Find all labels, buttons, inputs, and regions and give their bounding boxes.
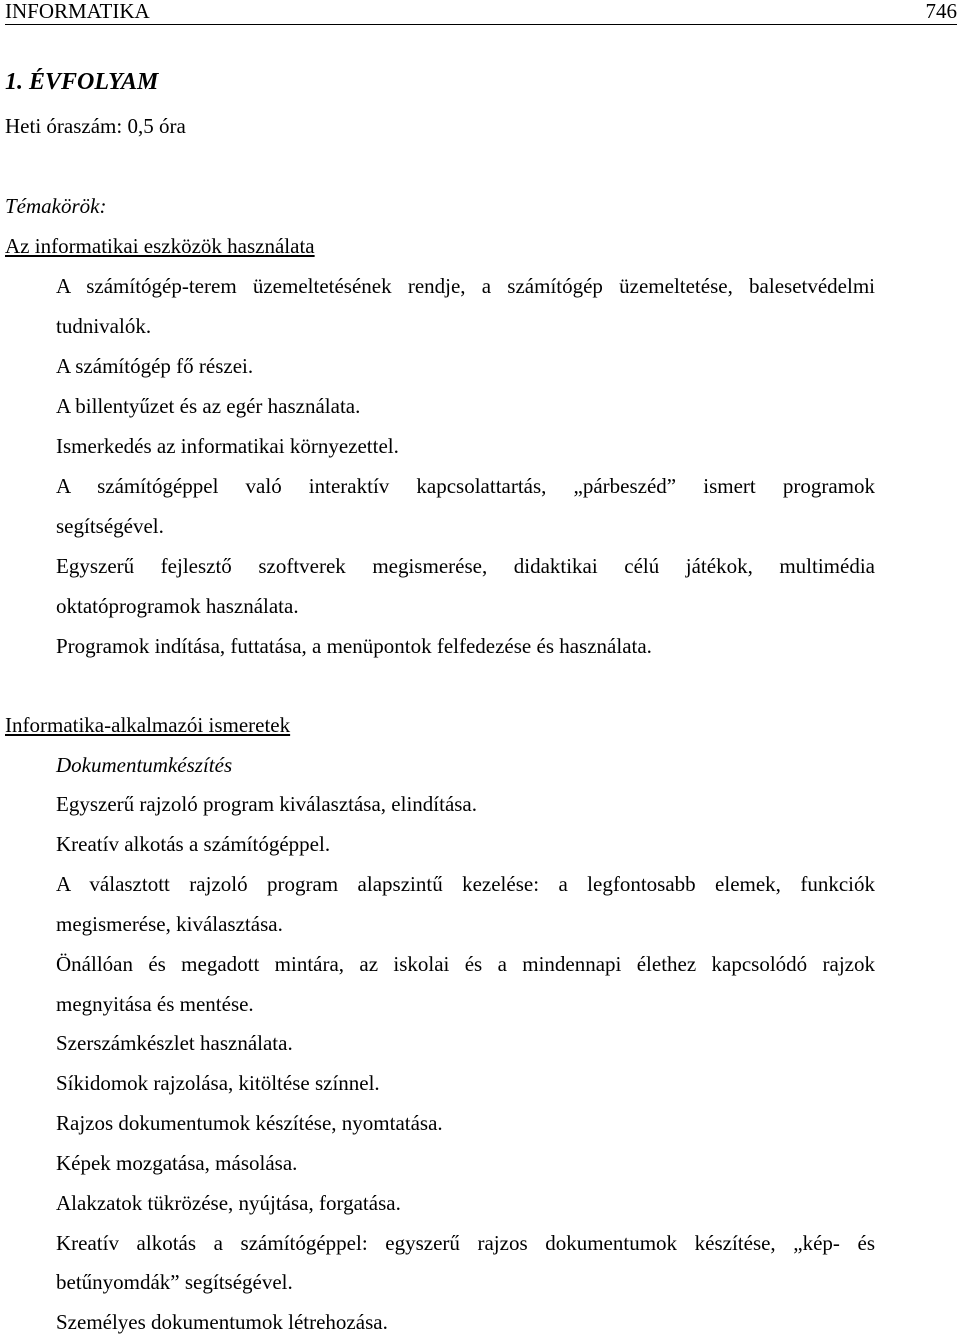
list-item: Programok indítása, futtatása, a menüpontok felfedezése és használata.	[56, 634, 652, 658]
list-item: A számítógéppel való interaktív kapcsolattartás, „párbeszéd” ismert programok	[56, 474, 875, 498]
subsection-title: Dokumentumkészítés	[56, 753, 233, 777]
weekly-hours: Heti óraszám: 0,5 óra	[5, 114, 186, 138]
list-item: Egyszerű rajzoló program kiválasztása, elindítása.	[56, 792, 478, 816]
section-title-tools: Az informatikai eszközök használata	[5, 234, 315, 258]
list-item: A billentyűzet és az egér használata.	[56, 394, 361, 418]
list-item: Kreatív alkotás a számítógéppel: egyszerű rajzos dokumentumok készítése, „kép- és	[56, 1231, 875, 1255]
list-item: Szerszámkészlet használata.	[56, 1031, 293, 1055]
list-item: tudnivalók.	[56, 314, 152, 338]
list-item: Rajzos dokumentumok készítése, nyomtatása.	[56, 1111, 443, 1135]
list-item: Egyszerű fejlesztő szoftverek megismerése, didaktikai célú játékok, multimédia	[56, 554, 875, 578]
header-subject: INFORMATIKA	[5, 0, 150, 23]
list-item: Kreatív alkotás a számítógéppel.	[56, 832, 331, 856]
list-item: segítségével.	[56, 514, 164, 538]
list-item: Önállóan és megadott mintára, az iskolai és a mindennapi élethez kapcsolódó rajzok	[56, 952, 875, 976]
section-title-applications: Informatika-alkalmazói ismeretek	[5, 713, 291, 737]
list-item: megnyitása és mentése.	[56, 992, 254, 1016]
list-item: Síkidomok rajzolása, kitöltése színnel.	[56, 1071, 380, 1095]
topics-label: Témakörök:	[5, 194, 107, 218]
list-item: A számítógép-terem üzemeltetésének rendje, a számítógép üzemeltetése, balesetvédelmi	[56, 274, 875, 298]
list-item: Alakzatok tükrözése, nyújtása, forgatása.	[56, 1191, 401, 1215]
list-item: A számítógép fő részei.	[56, 354, 254, 378]
grade-title: 1. ÉVFOLYAM	[5, 69, 159, 95]
list-item: Képek mozgatása, másolása.	[56, 1151, 298, 1175]
list-item: Ismerkedés az informatikai környezettel.	[56, 434, 399, 458]
running-header	[5, 0, 957, 25]
list-item: A választott rajzoló program alapszintű kezelése: a legfontosabb elemek, funkciók	[56, 872, 875, 896]
list-item: megismerése, kiválasztása.	[56, 912, 283, 936]
list-item: betűnyomdák” segítségével.	[56, 1270, 293, 1294]
header-page-number: 746	[925, 0, 957, 23]
list-item: oktatóprogramok használata.	[56, 594, 299, 618]
list-item: Személyes dokumentumok létrehozása.	[56, 1310, 388, 1334]
